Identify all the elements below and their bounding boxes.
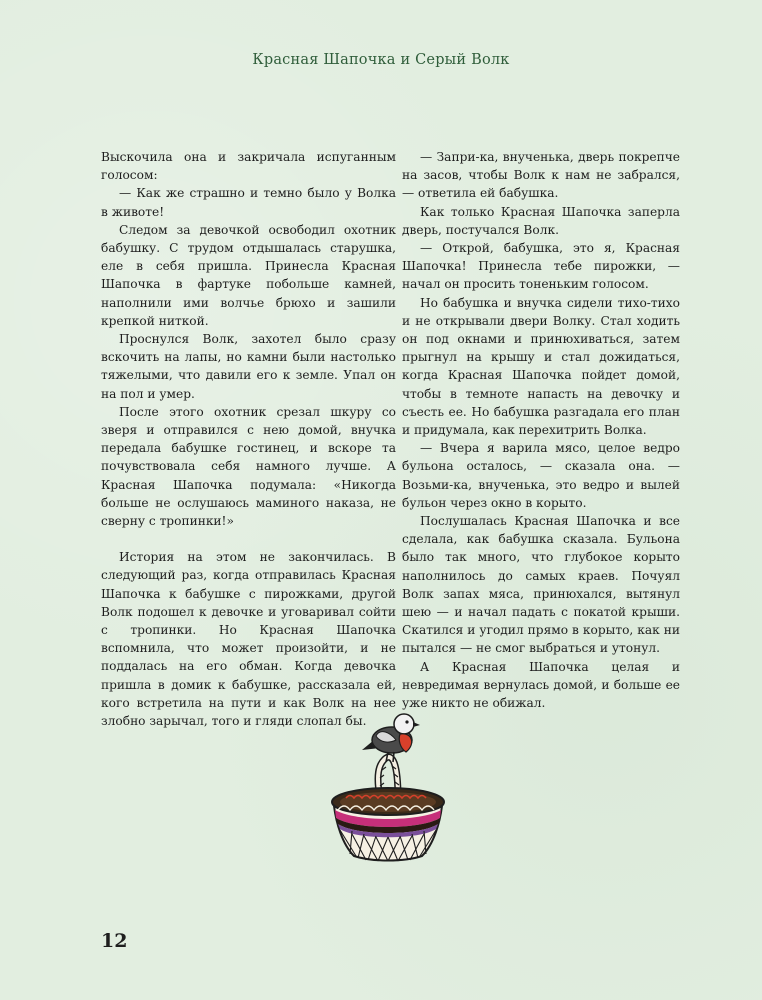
- running-title: Красная Шапочка и Серый Волк: [252, 52, 510, 68]
- paragraph: Но бабушка и внучка сидели тихо-тихо и не открывали двери Волку. Стал ходить он под окнами и принюхиваться, затем прыгнул на крышу и стал дожидаться, когда Красная Шапочка пойдет домой, чтобы в темноте напасть на девочку и съесть ее. Но бабушка разгадала его план и придумала, как перехитрить Волка.: [402, 295, 680, 438]
- paragraph: Следом за девочкой освободил охотник бабушку. С трудом отдышалась старушка, еле в себя пришла. Принесла Красная Шапочка в фартуке побольше камней, наполнили ими волчье брюхо и зашили крепкой ниткой.: [101, 222, 396, 328]
- paragraph: Выскочила она и закричала испуганным голосом:: [101, 150, 396, 183]
- right-text-column: [402, 148, 680, 712]
- paragraph: Как только Красная Шапочка заперла дверь, постучался Волк.: [402, 204, 680, 237]
- paragraph: После этого охотник срезал шкуру со зверя и отправился с нею домой, внучка передала бабушке гостинец, и вскоре та почувствовала себя намного лучше. А Красная Шапочка подумала: «Никогда больше не ослушаюсь маминого наказа, не сверну с тропинки!»: [101, 404, 396, 529]
- bird-on-basket-illustration: [326, 710, 450, 862]
- page-number: 12: [101, 930, 128, 952]
- paragraph: А Красная Шапочка целая и невредимая вернулась домой, и больше ее уже никто не обижал.: [402, 659, 680, 711]
- basket-icon: [332, 788, 444, 861]
- paragraph: Проснулся Волк, захотел было сразу вскочить на лапы, но камни были настолько тяжелыми, что давили его к земле. Упал он на пол и умер.: [101, 332, 396, 401]
- paragraph: — Открой, бабушка, это я, Красная Шапочка! Принесла тебе пирожки, — начал он просить тоненьким голосом.: [402, 241, 680, 292]
- paragraph: — Вчера я варила мясо, целое ведро бульона осталось, — сказала она. — Возьми-ка, внученька, это ведро и вылей бульон через окно в корыто.: [402, 441, 680, 510]
- left-text-column: [101, 148, 396, 730]
- paragraph: — Запри-ка, внученька, дверь покрепче на засов, чтобы Волк к нам не забрался, — ответила ей бабушка.: [402, 150, 680, 201]
- paragraph: История на этом не закончилась. В следующий раз, когда отправилась Красная Шапочка к бабушке с пирожками, другой Волк подошел к девочке и уговаривал сойти с тропинки. Но Красная Шапочка вспомнила, что может произойти, и не поддалась на его обман. Когда девочка пришла в домик к бабушке, рассказала ей, кого встретила на пути и как Волк на нее злобно зарычал, того и гляди слопал бы.: [101, 550, 396, 729]
- paragraph: — Как же страшно и темно было у Волка в животе!: [101, 186, 396, 219]
- paragraph: Послушалась Красная Шапочка и все сделала, как бабушка сказала. Бульона было так много, что глубокое корыто наполнилось до самых краев. Почуял Волк запах мяса, принюхался, вытянул шею — и начал падать с покатой крыши. Скатился и угодил прямо в корыто, как ни пытался — не смог выбраться и утонул.: [402, 514, 680, 656]
